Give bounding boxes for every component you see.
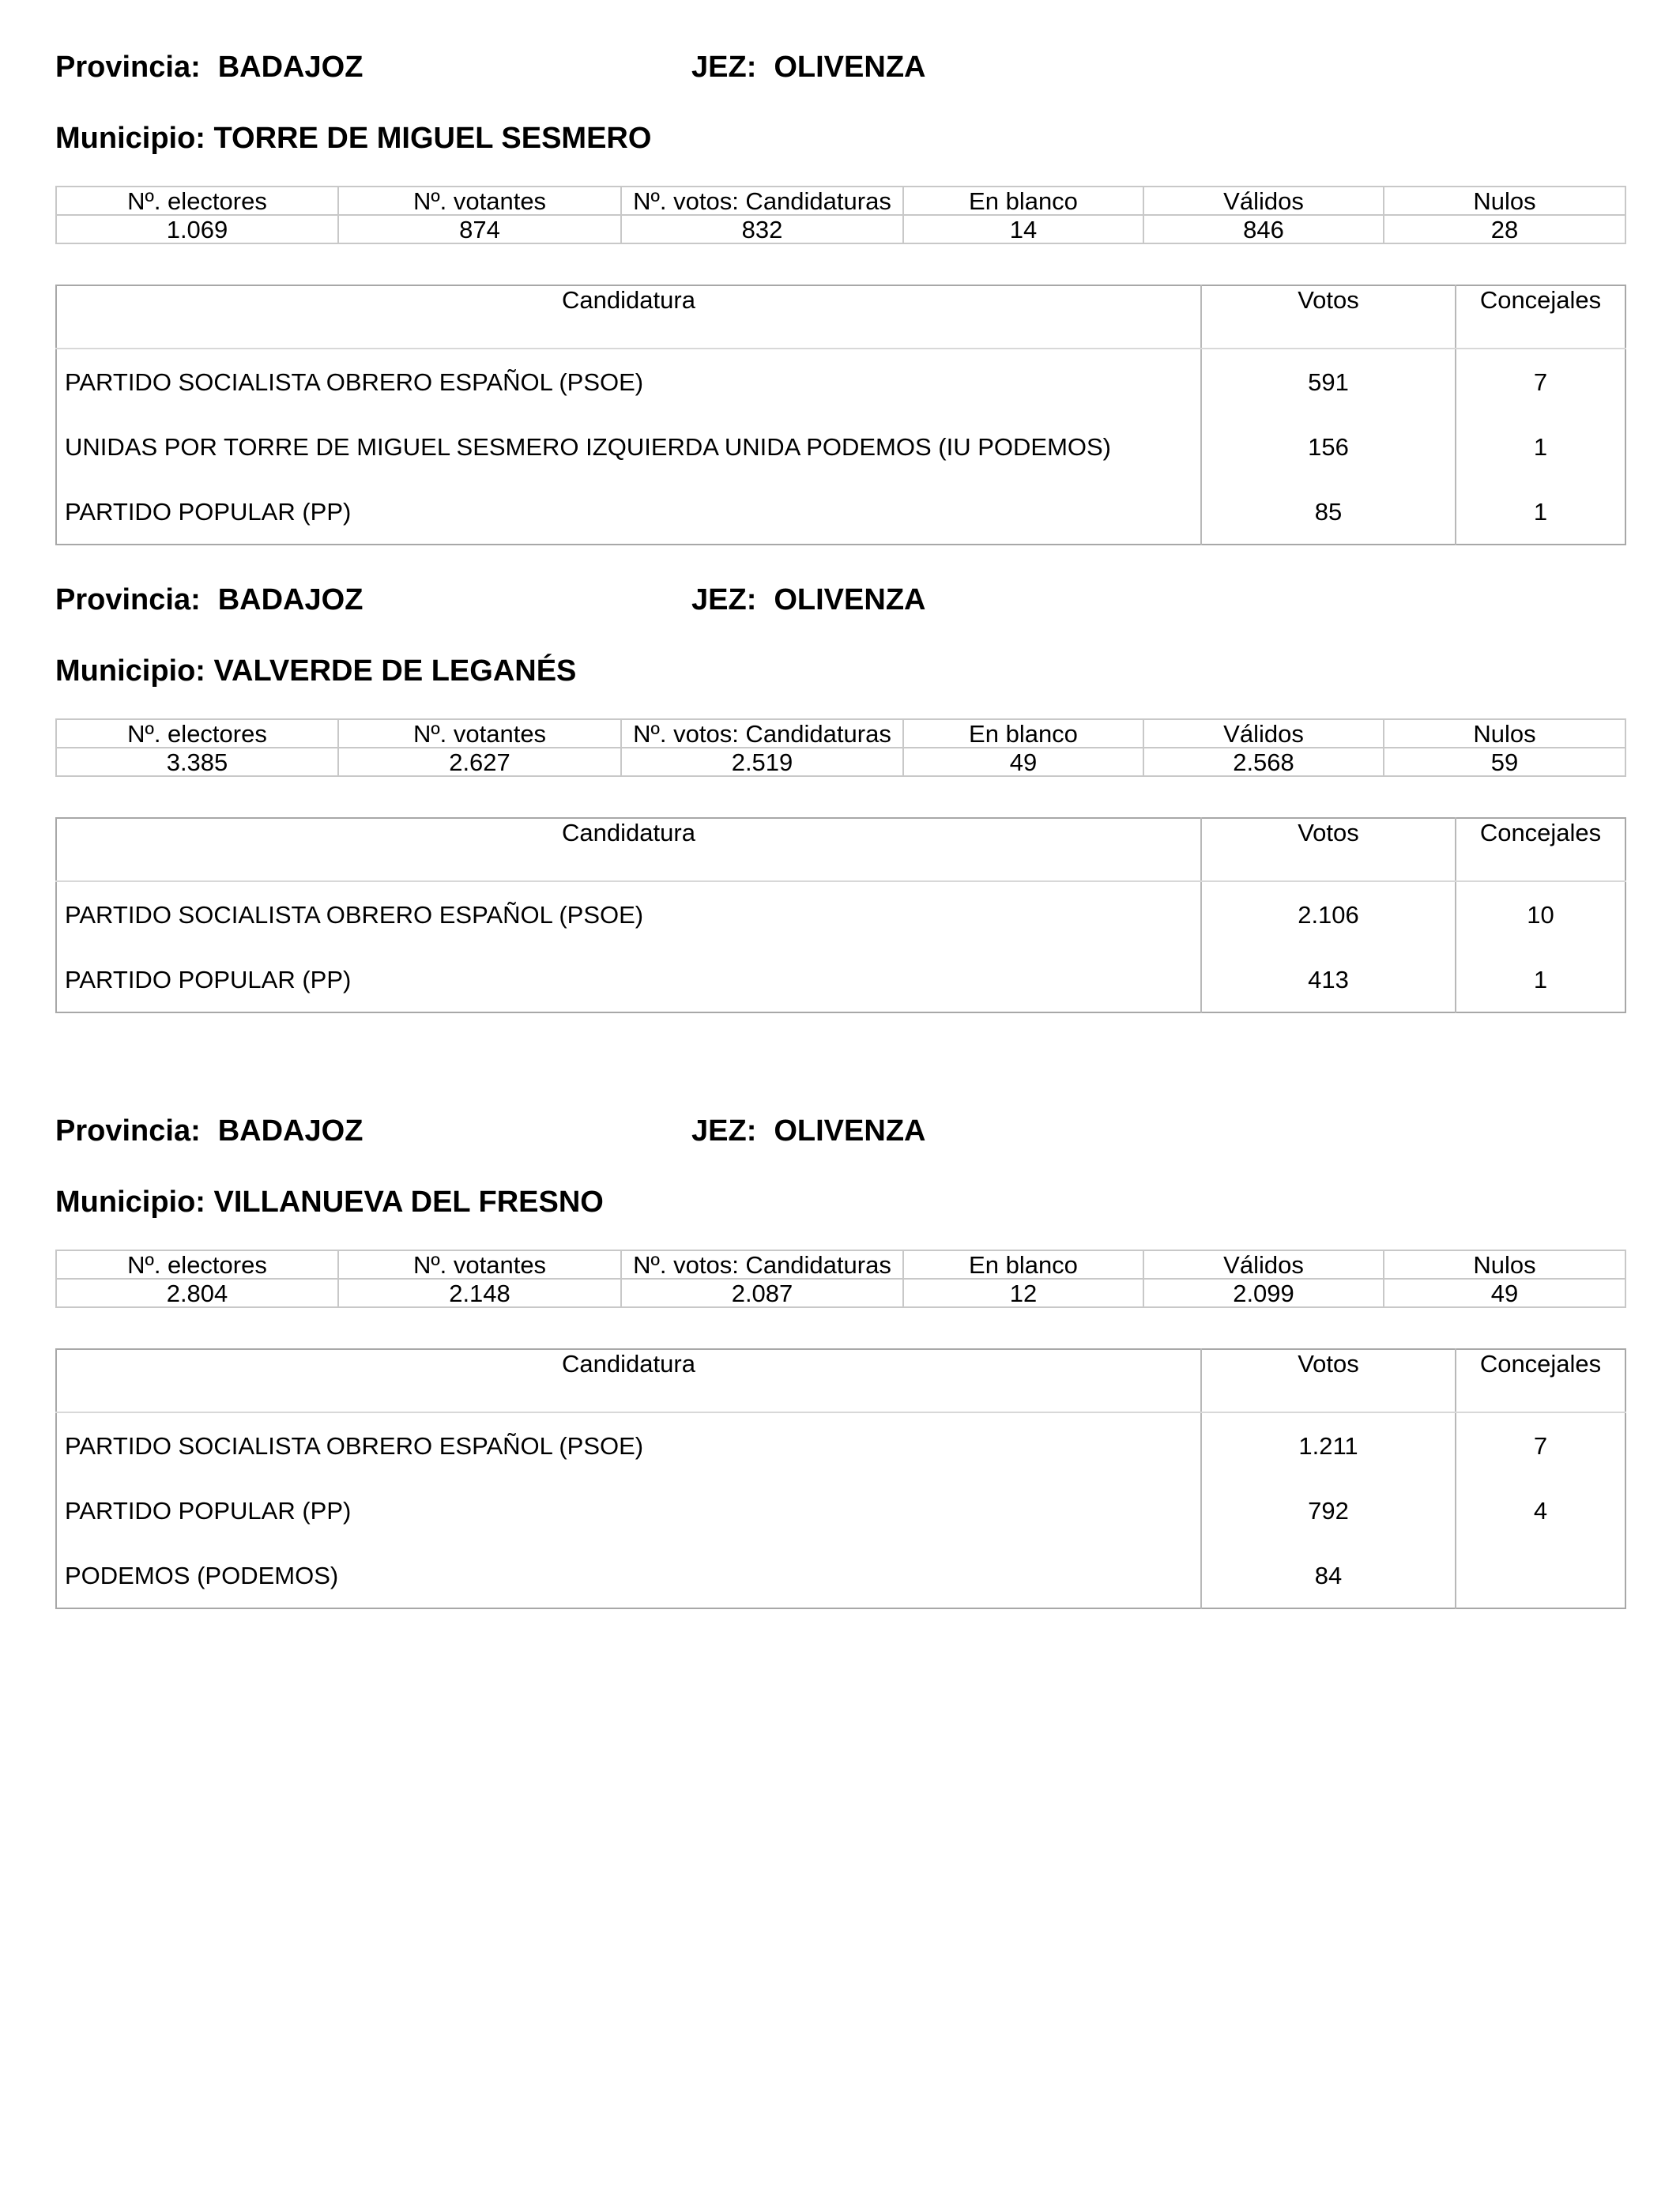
table-row [56, 881, 1625, 947]
summary-en-blanco: 14 [903, 215, 1143, 243]
summary-nulos: 28 [1384, 215, 1625, 243]
cand-header-concejales: Concejales [1456, 285, 1625, 349]
municipio-line [55, 1187, 604, 1217]
cand-header-candidatura: Candidatura [56, 285, 1201, 349]
cand-nombre: PARTIDO SOCIALISTA OBRERO ESPAÑOL (PSOE) [56, 1412, 1201, 1478]
cand-header-row [56, 285, 1625, 349]
candidaturas-table [55, 817, 1626, 1013]
jez-value: OLIVENZA [774, 51, 926, 84]
summary-header-row [56, 1250, 1625, 1279]
cand-header-candidatura: Candidatura [56, 1349, 1201, 1412]
summary-header-validos: Válidos [1143, 1250, 1384, 1279]
cand-votos: 1.211 [1201, 1412, 1456, 1478]
summary-header-nulos: Nulos [1384, 1250, 1625, 1279]
cand-nombre: PODEMOS (PODEMOS) [56, 1543, 1201, 1608]
cand-votos: 2.106 [1201, 881, 1456, 947]
table-row [56, 479, 1625, 545]
summary-votos-candidaturas: 2.519 [621, 748, 903, 776]
cand-nombre: PARTIDO POPULAR (PP) [56, 479, 1201, 545]
cand-votos: 156 [1201, 414, 1456, 479]
municipio-value: VALVERDE DE LEGANÉS [213, 654, 577, 688]
cand-concejales: 7 [1533, 368, 1548, 396]
municipio-line [55, 123, 651, 153]
provincia-value: BADAJOZ [217, 51, 363, 84]
province-line [55, 583, 926, 616]
table-row [56, 1478, 1625, 1543]
summary-header-electores: Nº. electores [56, 187, 338, 215]
table-row [56, 1543, 1625, 1608]
summary-value-row [56, 1279, 1625, 1307]
summary-validos: 2.568 [1143, 748, 1384, 776]
jez-group [691, 585, 925, 615]
summary-value-row [56, 215, 1625, 243]
jez-group [691, 52, 925, 82]
summary-header-votos-candidaturas: Nº. votos: Candidaturas [621, 719, 903, 748]
summary-nulos: 59 [1384, 748, 1625, 776]
summary-validos: 846 [1143, 215, 1384, 243]
summary-header-nulos: Nulos [1384, 719, 1625, 748]
summary-header-validos: Válidos [1143, 719, 1384, 748]
summary-table [55, 718, 1626, 777]
summary-header-nulos: Nulos [1384, 187, 1625, 215]
cand-concejales: 7 [1533, 1431, 1548, 1460]
summary-electores: 2.804 [56, 1279, 338, 1307]
jez-label: JEZ: [691, 583, 757, 616]
summary-table [55, 1250, 1626, 1308]
cand-header-row [56, 1349, 1625, 1412]
cand-header-votos: Votos [1201, 285, 1456, 349]
jez-label: JEZ: [691, 51, 757, 84]
summary-votos-candidaturas: 832 [621, 215, 903, 243]
provincia-value: BADAJOZ [217, 1114, 363, 1148]
summary-table [55, 186, 1626, 244]
candidaturas-table [55, 1348, 1626, 1609]
cand-votos: 413 [1201, 947, 1456, 1012]
summary-validos: 2.099 [1143, 1279, 1384, 1307]
summary-header-votantes: Nº. votantes [338, 187, 621, 215]
summary-header-votantes: Nº. votantes [338, 1250, 621, 1279]
municipio-line [55, 656, 576, 686]
summary-header-en-blanco: En blanco [903, 719, 1143, 748]
cand-nombre: PARTIDO SOCIALISTA OBRERO ESPAÑOL (PSOE) [56, 349, 1201, 414]
province-line [55, 51, 926, 84]
summary-header-electores: Nº. electores [56, 1250, 338, 1279]
cand-concejales [1456, 1543, 1625, 1608]
summary-header-validos: Válidos [1143, 187, 1384, 215]
cand-header-candidatura: Candidatura [56, 818, 1201, 881]
cand-header-row [56, 818, 1625, 881]
summary-electores: 1.069 [56, 215, 338, 243]
summary-value-row [56, 748, 1625, 776]
cand-nombre: PARTIDO POPULAR (PP) [56, 1478, 1201, 1543]
summary-header-en-blanco: En blanco [903, 187, 1143, 215]
cand-nombre: PARTIDO SOCIALISTA OBRERO ESPAÑOL (PSOE) [56, 881, 1201, 947]
table-row [56, 414, 1625, 479]
summary-votantes: 2.148 [338, 1279, 621, 1307]
candidaturas-table [55, 285, 1626, 545]
table-row [56, 947, 1625, 1012]
table-row [56, 349, 1625, 414]
cand-votos: 84 [1201, 1543, 1456, 1608]
summary-en-blanco: 49 [903, 748, 1143, 776]
cand-concejales: 1 [1533, 432, 1548, 461]
summary-votantes: 2.627 [338, 748, 621, 776]
cand-votos: 85 [1201, 479, 1456, 545]
municipio-value: TORRE DE MIGUEL SESMERO [213, 122, 652, 155]
cand-nombre: PARTIDO POPULAR (PP) [56, 947, 1201, 1012]
provincia-label: Provincia: [55, 583, 201, 616]
provincia-label: Provincia: [55, 1114, 201, 1148]
provincia-label: Provincia: [55, 51, 201, 84]
cand-concejales: 10 [1527, 900, 1554, 929]
summary-header-row [56, 719, 1625, 748]
jez-group [691, 1116, 925, 1146]
municipio-label: Municipio: [55, 654, 205, 688]
summary-header-votantes: Nº. votantes [338, 719, 621, 748]
cand-header-votos: Votos [1201, 818, 1456, 881]
summary-nulos: 49 [1384, 1279, 1625, 1307]
summary-header-votos-candidaturas: Nº. votos: Candidaturas [621, 187, 903, 215]
province-line [55, 1114, 926, 1148]
summary-en-blanco: 12 [903, 1279, 1143, 1307]
summary-header-votos-candidaturas: Nº. votos: Candidaturas [621, 1250, 903, 1279]
summary-header-row [56, 187, 1625, 215]
cand-nombre: UNIDAS POR TORRE DE MIGUEL SESMERO IZQUIERDA UNIDA PODEMOS (IU PODEMOS) [56, 414, 1201, 479]
summary-votos-candidaturas: 2.087 [621, 1279, 903, 1307]
summary-header-electores: Nº. electores [56, 719, 338, 748]
summary-votantes: 874 [338, 215, 621, 243]
jez-label: JEZ: [691, 1114, 757, 1148]
cand-concejales: 1 [1533, 497, 1548, 526]
provincia-value: BADAJOZ [217, 583, 363, 616]
cand-concejales: 1 [1533, 965, 1548, 993]
municipio-label: Municipio: [55, 1186, 205, 1219]
jez-value: OLIVENZA [774, 1114, 926, 1148]
cand-header-concejales: Concejales [1456, 1349, 1625, 1412]
cand-votos: 591 [1201, 349, 1456, 414]
municipio-value: VILLANUEVA DEL FRESNO [213, 1186, 604, 1219]
municipio-label: Municipio: [55, 122, 205, 155]
cand-header-concejales: Concejales [1456, 818, 1625, 881]
cand-votos: 792 [1201, 1478, 1456, 1543]
cand-header-votos: Votos [1201, 1349, 1456, 1412]
jez-value: OLIVENZA [774, 583, 926, 616]
summary-electores: 3.385 [56, 748, 338, 776]
table-row [56, 1412, 1625, 1478]
cand-concejales: 4 [1533, 1496, 1548, 1525]
summary-header-en-blanco: En blanco [903, 1250, 1143, 1279]
